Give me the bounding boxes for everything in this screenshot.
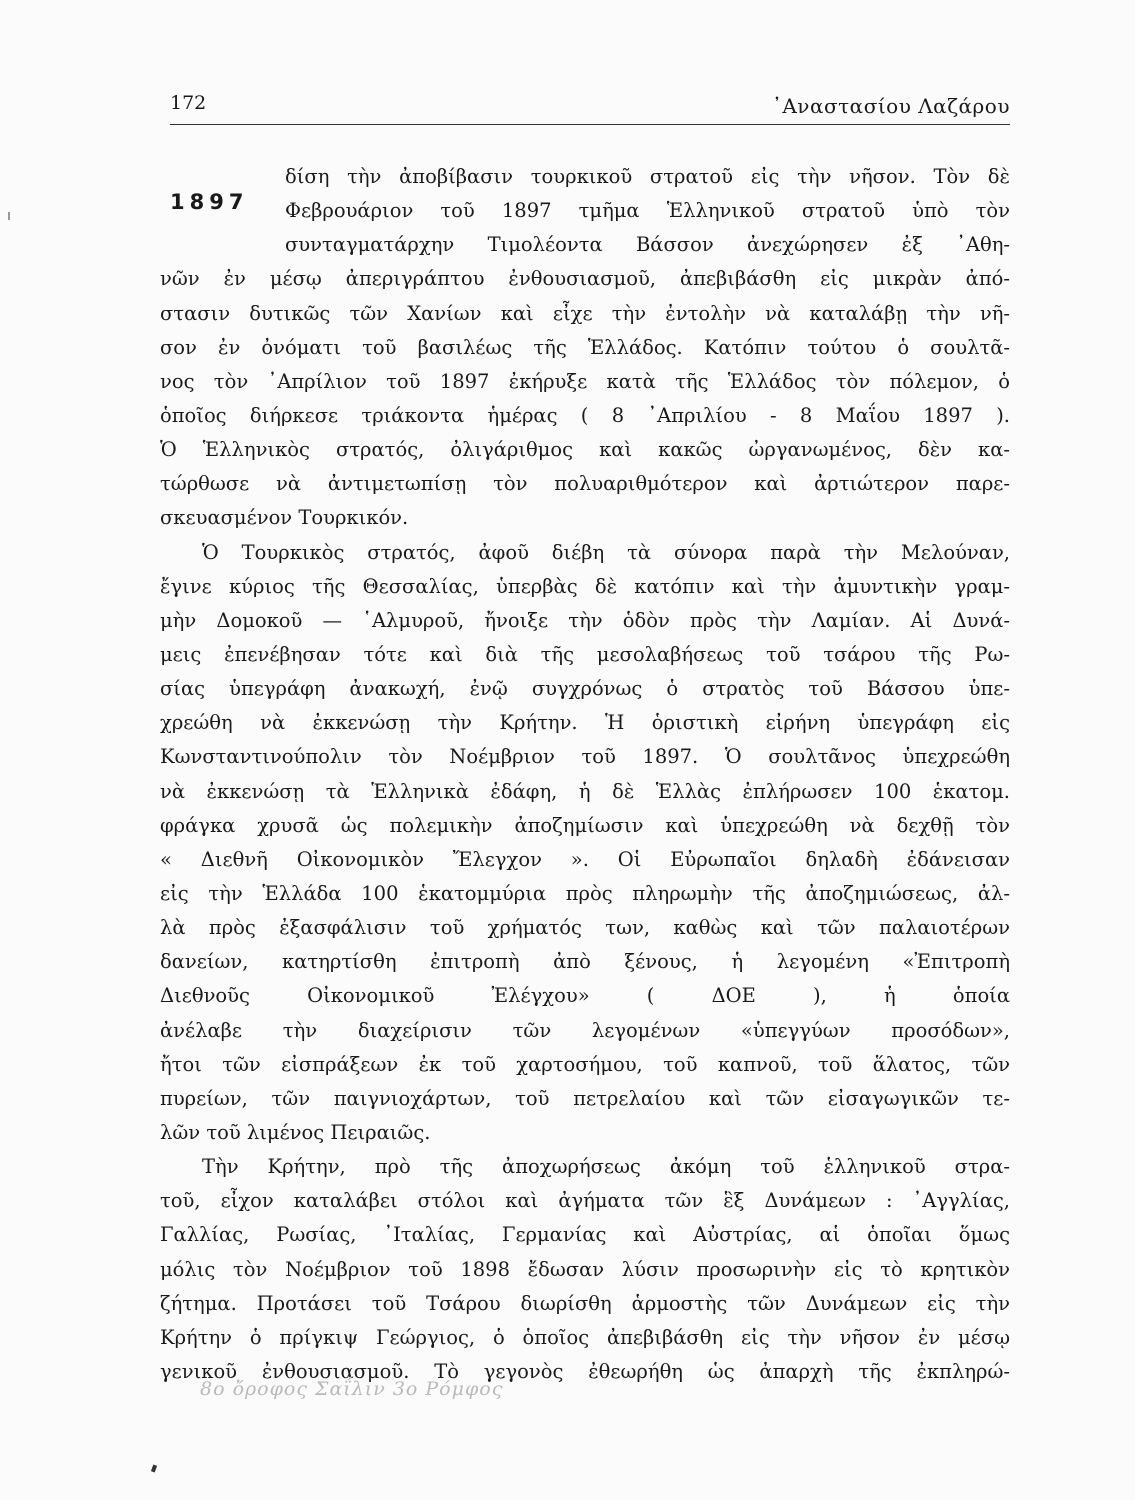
text-line: Κωνσταντινούπολιν τὸν Νοέμβριον τοῦ 1897. Ὁ σουλτᾶνος ὑπεχρεώθη xyxy=(160,745,1010,769)
handwritten-pencil-note: 8ο ὄροφος Σαΐλιν 3ο Ρόμφος xyxy=(200,1378,504,1400)
text-line: στασιν δυτικῶς τῶν Χανίων καὶ εἶχε τὴν ἐντολὴν νὰ καταλάβῃ τὴν νῆ- xyxy=(160,301,1010,325)
text-line: τώρθωσε νὰ ἀντιμετωπίσῃ τὸν πολυαριθμότερον καὶ ἀρτιώτερον παρε- xyxy=(160,472,1010,496)
text-line: Τὴν Κρήτην, πρὸ τῆς ἀποχωρήσεως ἀκόμη τοῦ ἑλληνικοῦ στρα- xyxy=(202,1155,1010,1179)
text-line: πυρείων, τῶν παιγνιοχάρτων, τοῦ πετρελαίου καὶ τῶν εἰσαγωγικῶν τε- xyxy=(160,1086,1010,1110)
text-line: ὁποῖος διήρκεσε τριάκοντα ἡμέρας ( 8 ᾿Απριλίου - 8 Μαΐου 1897 ). xyxy=(160,403,1010,427)
text-line: νῶν ἐν μέσῳ ἀπεριγράπτου ἐνθουσιασμοῦ, ἀπεβιβάσθη εἰς μικρὰν ἀπό- xyxy=(160,267,1010,291)
text-line: εἰς τὴν Ἑλλάδα 100 ἑκατομμύρια πρὸς πληρωμὴν τῆς ἀποζημιώσεως, ἀλ- xyxy=(160,881,1010,905)
running-head: ᾿Αναστασίου Λαζάρου xyxy=(771,94,1010,118)
text-line: Ὁ Τουρκικὸς στρατός, ἀφοῦ διέβη τὰ σύνορα παρὰ τὴν Μελούναν, xyxy=(202,540,1010,564)
text-line: λὰ πρὸς ἐξασφάλισιν τοῦ χρήματός των, καθὼς καὶ τῶν παλαιοτέρων xyxy=(160,916,1010,940)
margin-year-note: 1897 xyxy=(170,190,249,214)
page-header xyxy=(170,92,1010,125)
text-line: Ὁ Ἑλληνικὸς στρατός, ὀλιγάριθμος καὶ κακῶς ὠργανωμένος, δὲν κα- xyxy=(160,438,1010,462)
text-line: Διεθνοῦς Οἰκονομικοῦ Ἐλέγχου» ( ΔΟΕ ), ἡ ὁποία xyxy=(160,984,1010,1008)
text-line: Κρήτην ὁ πρίγκιψ Γεώργιος, ὁ ὁποῖος ἀπεβιβάσθη εἰς τὴν νῆσον ἐν μέσῳ xyxy=(160,1325,1010,1349)
text-line: νὰ ἐκκενώσῃ τὰ Ἑλληνικὰ ἐδάφη, ἡ δὲ Ἑλλὰς ἐπλήρωσεν 100 ἑκατομ. xyxy=(160,779,1010,803)
text-line: ἤτοι τῶν εἰσπράξεων ἐκ τοῦ χαρτοσήμου, τοῦ καπνοῦ, τοῦ ἅλατος, τῶν xyxy=(160,1052,1010,1076)
page-number: 172 xyxy=(170,92,207,114)
text-line: συνταγματάρχην Τιμολέοντα Βάσσον ἀνεχώρησεν ἐξ ᾿Αθη- xyxy=(285,233,1010,257)
text-line: ζήτημα. Προτάσει τοῦ Τσάρου διωρίσθη ἁρμοστὴς τῶν Δυνάμεων εἰς τὴν xyxy=(160,1291,1010,1315)
text-line: μόλις τὸν Νοέμβριον τοῦ 1898 ἔδωσαν λύσιν προσωρινὴν εἰς τὸ κρητικὸν xyxy=(160,1257,1010,1281)
body-text xyxy=(160,160,1010,1389)
text-line: λῶν τοῦ λιμένος Πειραιῶς. xyxy=(160,1120,431,1144)
text-line: γενικοῦ ἐνθουσιασμοῦ. Τὸ γεγονὸς ἐθεωρήθη ὡς ἀπαρχὴ τῆς ἐκπληρώ- xyxy=(160,1359,1010,1383)
ink-mark xyxy=(151,1465,157,1473)
text-line: χρεώθη νὰ ἐκκενώσῃ τὴν Κρήτην. Ἡ ὁριστικὴ εἰρήνη ὑπεγράφη εἰς xyxy=(160,711,1010,735)
text-line: δίση τὴν ἀποβίβασιν τουρκικοῦ στρατοῦ εἰς τὴν νῆσον. Τὸν δὲ xyxy=(285,165,1010,188)
text-line: σον ἐν ὀνόματι τοῦ βασιλέως τῆς Ἑλλάδος. Κατόπιν τούτου ὁ σουλτᾶ- xyxy=(160,335,1010,359)
text-line: σίας ὑπεγράφη ἀνακωχή, ἐνῷ συγχρόνως ὁ στρατὸς τοῦ Βάσσου ὑπε- xyxy=(160,677,1010,701)
text-line: σκευασμένον Τουρκικόν. xyxy=(160,506,409,530)
margin-mark xyxy=(8,212,10,220)
text-line: τοῦ, εἶχον καταλάβει στόλοι καὶ ἀγήματα τῶν ἓξ Δυνάμεων : ᾿Αγγλίας, xyxy=(160,1189,1010,1213)
text-line: ἀνέλαβε τὴν διαχείρισιν τῶν λεγομένων «ὑπεγγύων προσόδων», xyxy=(160,1018,1010,1042)
text-line: ἔγινε κύριος τῆς Θεσσαλίας, ὑπερβὰς δὲ κατόπιν καὶ τὴν ἀμυντικὴν γραμ- xyxy=(160,574,1010,598)
text-line: « Διεθνῆ Οἰκονομικὸν Ἔλεγχον ». Οἱ Εὐρωπαῖοι δηλαδὴ ἐδάνεισαν xyxy=(160,847,1010,871)
text-line: Γαλλίας, Ρωσίας, ᾿Ιταλίας, Γερμανίας καὶ Αὐστρίας, αἱ ὁποῖαι ὅμως xyxy=(160,1223,1010,1247)
text-line: φράγκα χρυσᾶ ὡς πολεμικὴν ἀποζημίωσιν καὶ ὑπεχρεώθη νὰ δεχθῇ τὸν xyxy=(160,813,1010,837)
text-line: Φεβρουάριον τοῦ 1897 τμῆμα Ἑλληνικοῦ στρατοῦ ὑπὸ τὸν xyxy=(285,199,1010,223)
text-line: νος τὸν ᾿Απρίλιον τοῦ 1897 ἐκήρυξε κατὰ τῆς Ἑλλάδος τὸν πόλεμον, ὁ xyxy=(160,369,1010,393)
text-line: μεις ἐπενέβησαν τότε καὶ διὰ τῆς μεσολαβήσεως τοῦ τσάρου τῆς Ρω- xyxy=(160,642,1010,666)
text-line: μὴν Δομοκοῦ — ῾Αλμυροῦ, ἤνοιξε τὴν ὁδὸν πρὸς τὴν Λαμίαν. Αἱ Δυνά- xyxy=(160,608,1010,632)
text-line: δανείων, κατηρτίσθη ἐπιτροπὴ ἀπὸ ξένους, ἡ λεγομένη «Ἐπιτροπὴ xyxy=(160,950,1010,974)
